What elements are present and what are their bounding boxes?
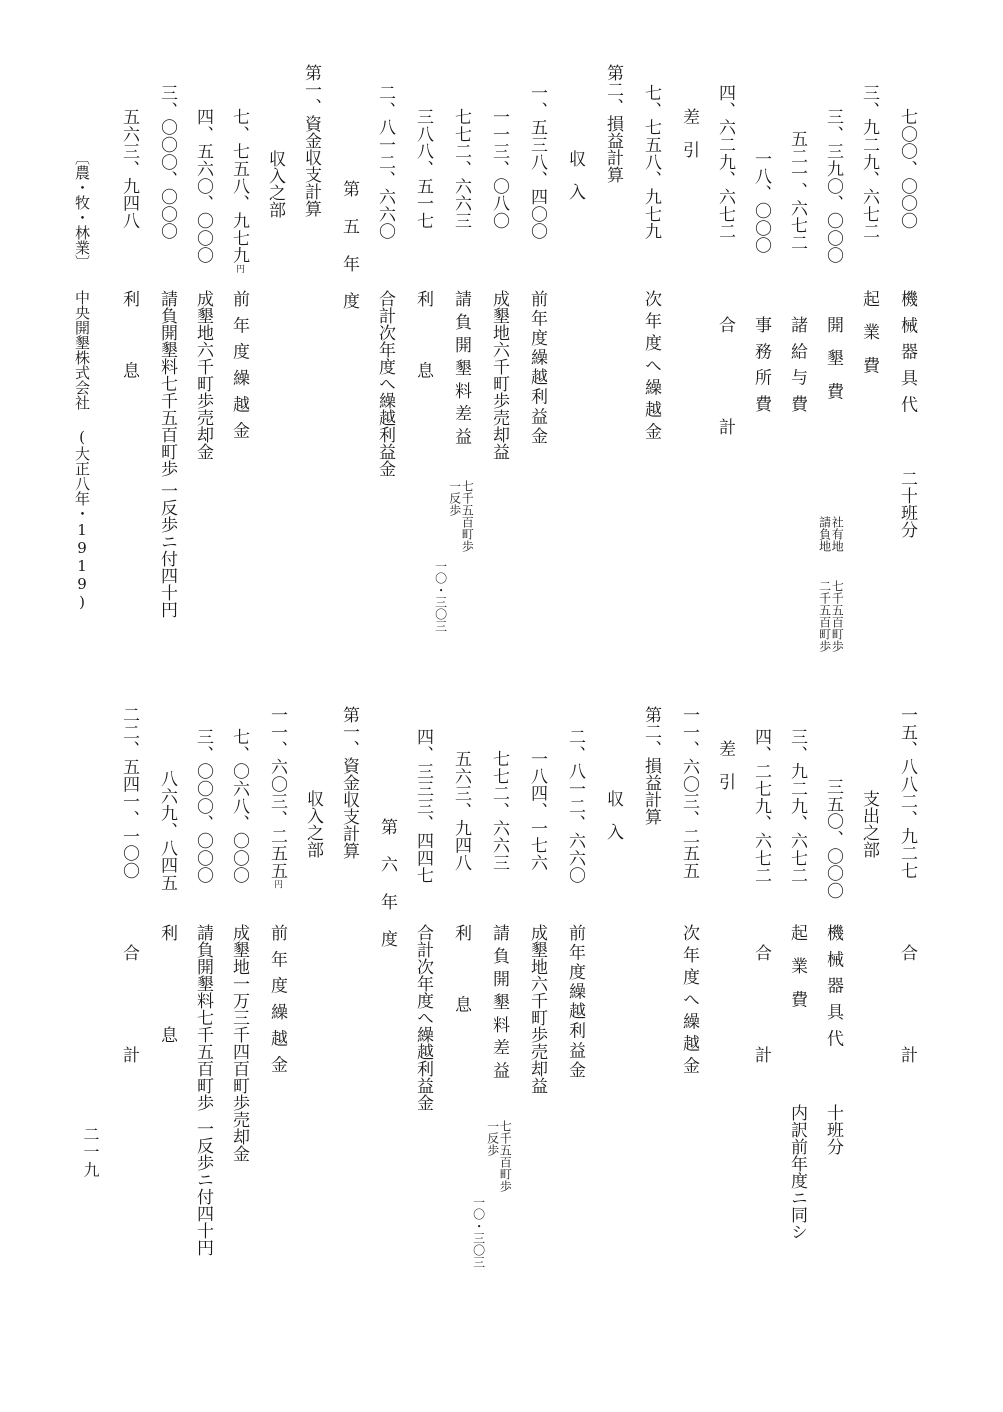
section-heading: 第一、資金収支計算 bbox=[339, 706, 359, 859]
entry-label: 合計次年度へ繰越利益金 bbox=[413, 924, 433, 1111]
entry-label: 前年度繰越金 bbox=[229, 290, 249, 449]
entry-extra: 十班分 bbox=[823, 1104, 843, 1155]
entry-amount: 一八、〇〇〇 bbox=[751, 150, 771, 255]
entry-amount: 三、九二九、六七二 bbox=[859, 84, 879, 241]
section-heading: 第二、損益計算 bbox=[641, 706, 661, 825]
entry-label: 成墾地六千町歩売却益 bbox=[489, 290, 509, 460]
entry-amount: 二、八一二、六六〇 bbox=[565, 728, 585, 885]
entry-label: 請負開墾料差益 bbox=[451, 290, 471, 451]
entry-amount: 七七二、六六三 bbox=[451, 108, 471, 230]
section-heading: 第二、損益計算 bbox=[603, 64, 623, 183]
entry-amount: 三、九二九、六七二 bbox=[787, 728, 807, 885]
yen-mark: 円 bbox=[234, 264, 244, 274]
entry-label: 請負開墾料差益 bbox=[489, 924, 509, 1085]
entry-note: 社有地 請負地 bbox=[817, 516, 845, 552]
entry-amount: 四、五六〇、〇〇〇 bbox=[193, 108, 213, 265]
entry-amount bbox=[230, 108, 247, 273]
entry-label: 事務所費 bbox=[751, 316, 771, 422]
entry-note: 七千五百町歩 二千五百町歩 bbox=[817, 580, 845, 652]
entry-label: 起業費 bbox=[787, 924, 807, 1024]
entry-amount: 七七二、六六三 bbox=[489, 750, 509, 872]
entry-amount: 三、〇〇〇、〇〇〇 bbox=[157, 84, 177, 241]
entry-amount: 一八四、一七六 bbox=[527, 750, 547, 872]
entry-label: 合計 bbox=[715, 316, 735, 520]
entry-label: 機械器具代 bbox=[897, 290, 917, 422]
entry-amount bbox=[268, 706, 285, 889]
section-heading: 差引 bbox=[715, 740, 735, 807]
entry-label: 合計次年度へ繰越利益金 bbox=[375, 290, 395, 477]
entry-amount: 四、三三三、四四七 bbox=[413, 728, 433, 885]
entry-extra: 一反歩ニ付四十円 bbox=[157, 482, 177, 618]
entry-amount: 三八八、五一七 bbox=[413, 108, 433, 230]
entry-label: 利息 bbox=[413, 290, 433, 433]
entry-amount: 七、〇六八、〇〇〇 bbox=[229, 728, 249, 885]
entry-amount: 八六九、八四五 bbox=[157, 770, 177, 892]
entry-label: 諸給与費 bbox=[787, 316, 807, 422]
entry-amount: 三五〇、〇〇〇 bbox=[823, 778, 843, 900]
amount-value: 一一、六〇三、二五五 bbox=[267, 706, 287, 880]
entry-label: 合計 bbox=[897, 944, 917, 1148]
entry-label: 利息 bbox=[119, 290, 139, 433]
category-label: 〔農・牧・林業〕 bbox=[73, 150, 91, 270]
entry-amount: 一一、六〇三、二五五 bbox=[679, 706, 699, 880]
entry-label: 利息 bbox=[451, 924, 471, 1067]
entry-amount: 一五、八八二、九二七 bbox=[897, 706, 917, 880]
entry-label: 成墾地一万三千四百町歩売却金 bbox=[229, 924, 249, 1162]
section-heading: 収入之部 bbox=[303, 790, 323, 858]
entry-label: 成墾地六千町歩売却益 bbox=[527, 924, 547, 1094]
entry-amount: 七、七五八、九七九 bbox=[641, 84, 661, 241]
entry-amount: 七〇〇、〇〇〇 bbox=[897, 108, 917, 230]
yen-mark: 円 bbox=[272, 879, 282, 889]
entry-label: 起業費 bbox=[859, 290, 879, 390]
entry-amount: 三、三九〇、〇〇〇 bbox=[823, 108, 843, 265]
entry-label: 請負開墾料七千五百町歩 bbox=[157, 290, 177, 477]
section-heading: 第一、資金収支計算 bbox=[301, 64, 321, 217]
entry-label: 前年度繰越金 bbox=[267, 924, 287, 1083]
entry-amount: 五二一、六七二 bbox=[787, 130, 807, 252]
entry-label: 前年度繰越利益金 bbox=[565, 924, 585, 1081]
section-heading: 支出之部 bbox=[859, 790, 879, 858]
section-heading: 収入 bbox=[565, 150, 585, 217]
entry-label: 合計 bbox=[751, 944, 771, 1148]
entry-note: 七千五百町歩 一反歩 bbox=[447, 480, 475, 552]
section-heading: 収入 bbox=[603, 790, 623, 857]
entry-label: 開墾費 bbox=[823, 316, 843, 416]
entry-amount: 五六三、九四八 bbox=[451, 750, 471, 872]
entry-label: 次年度へ繰越金 bbox=[641, 290, 661, 445]
entry-amount: 二二、五四一、一〇〇 bbox=[119, 706, 139, 880]
entry-amount: 三、〇〇〇、〇〇〇 bbox=[193, 728, 213, 885]
year-heading: 第五年度 bbox=[339, 180, 359, 330]
entry-extra: 二十班分 bbox=[897, 470, 917, 538]
entry-amount: 一一三、〇八〇 bbox=[489, 108, 509, 230]
entry-amount: 四、二七九、六七二 bbox=[751, 728, 771, 885]
entry-note: 七千五百町歩 一反歩 bbox=[485, 1120, 513, 1192]
entry-label: 利息 bbox=[157, 924, 177, 1128]
section-heading: 差引 bbox=[679, 108, 699, 175]
entry-note: 一〇・三〇三 bbox=[471, 1196, 486, 1268]
page-number: 二一九 bbox=[81, 1126, 100, 1179]
entry-note: 一〇・三〇三 bbox=[433, 560, 448, 632]
amount-value: 七、七五八、九七九 bbox=[229, 108, 249, 265]
entry-amount: 一、五三八、四〇〇 bbox=[527, 84, 547, 241]
section-heading: 収入之部 bbox=[265, 150, 285, 218]
entry-label: 機械器具代 bbox=[823, 924, 843, 1056]
source-label: 中央開墾株式会社 (大正八年・1919) bbox=[73, 290, 91, 611]
entry-amount: 五六三、九四八 bbox=[119, 108, 139, 230]
entry-amount: 二、八一二、六六〇 bbox=[375, 84, 395, 241]
entry-label: 請負開墾料七千五百町歩 bbox=[193, 924, 213, 1111]
entry-amount: 四、六二九、六七二 bbox=[715, 84, 735, 241]
entry-label: 成墾地六千町歩売却金 bbox=[193, 290, 213, 460]
entry-extra: 内訳前年度ニ同シ bbox=[787, 1104, 807, 1240]
year-heading: 第六年度 bbox=[377, 818, 397, 968]
entry-label: 前年度繰越利益金 bbox=[527, 290, 547, 447]
entry-label: 次年度へ繰越金 bbox=[679, 924, 699, 1079]
entry-label: 合計 bbox=[119, 944, 139, 1148]
entry-extra: 一反歩ニ付四十円 bbox=[193, 1120, 213, 1256]
